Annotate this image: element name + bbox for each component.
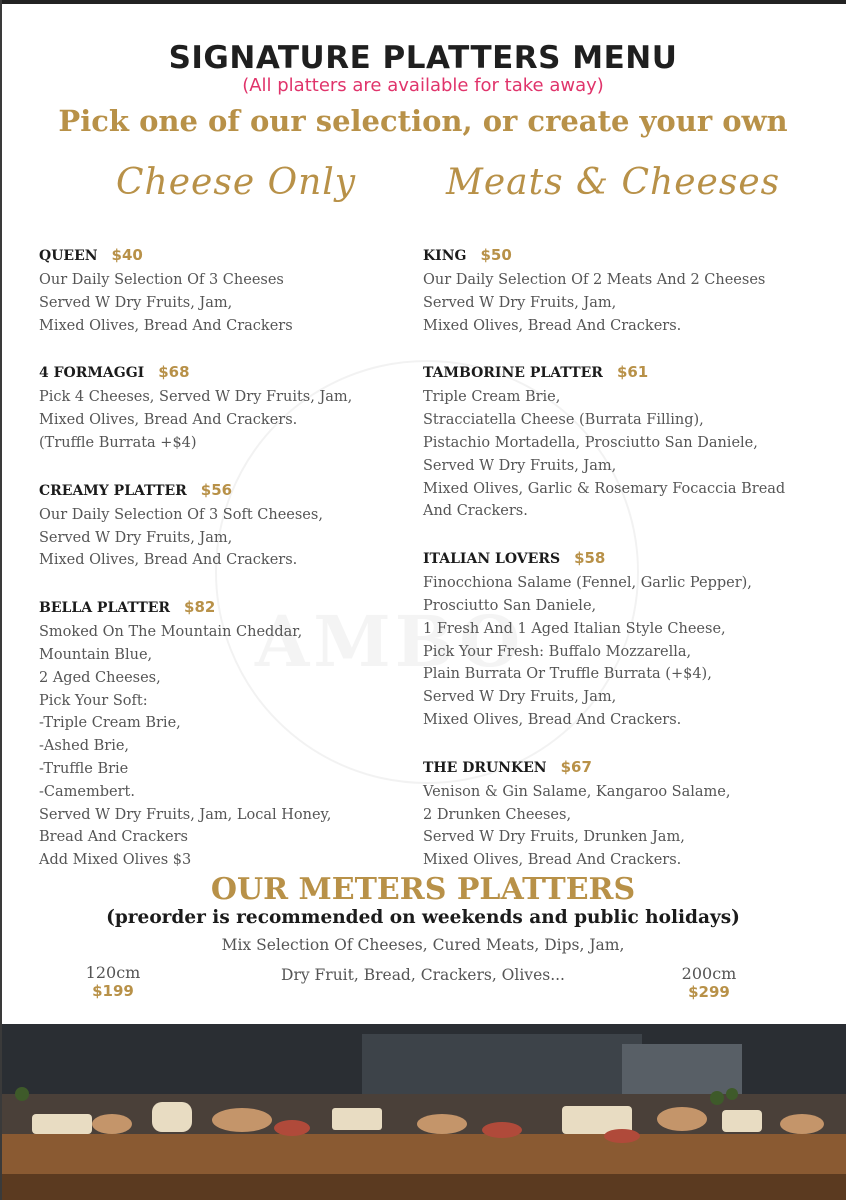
cheese-only-column: [39, 242, 429, 894]
menu-item-name: KING: [423, 248, 467, 264]
menu-item-description-line: Mixed Olives, Bread And Crackers: [39, 317, 293, 334]
menu-item-header: [423, 359, 813, 386]
menu-item-description-line: Triple Cream Brie,: [423, 389, 561, 406]
platter-photo: [2, 1024, 846, 1200]
menu-item-description-line: Prosciutto San Daniele,: [423, 597, 597, 614]
takeaway-note: (All platters are available for take away): [242, 75, 604, 96]
menu-item-name: BELLA PLATTER: [39, 600, 171, 617]
menu-item-description-line: Pick 4 Cheeses, Served W Dry Fruits, Jam,: [39, 389, 353, 406]
menu-item-description-line: Mixed Olives, Bread And Crackers.: [423, 317, 682, 334]
menu-item-description-line: Mountain Blue,: [39, 646, 153, 663]
section-heading-cheese-only: Cheese Only: [116, 162, 357, 203]
menu-item-description-line: Bread And Crackers: [39, 829, 188, 846]
menu-item: [39, 359, 429, 454]
menu-item-description-line: Our Daily Selection Of 3 Soft Cheeses,: [39, 506, 323, 523]
meter-price: $299: [688, 983, 730, 1001]
menu-item: [39, 477, 429, 572]
menu-item-description-line: Mixed Olives, Bread And Crackers.: [39, 552, 298, 569]
menu-item-price: $61: [616, 363, 649, 382]
tagline: Pick one of our selection, or create your own: [58, 104, 788, 138]
menu-item-description-line: Mixed Olives, Bread And Crackers.: [423, 711, 682, 728]
menu-item-description-line: 2 Drunken Cheeses,: [423, 806, 572, 823]
menu-item-description-line: Add Mixed Olives $3: [39, 852, 192, 869]
menu-item-description-line: Our Daily Selection Of 3 Cheeses: [39, 272, 284, 288]
menu-item-header: [39, 477, 429, 504]
menu-item-name: QUEEN: [39, 248, 98, 264]
meter-option-200: [674, 965, 744, 1001]
page-title: SIGNATURE PLATTERS MENU: [168, 40, 678, 76]
left-border: [0, 0, 2, 1200]
menu-item-description-line: Pick Your Fresh: Buffalo Mozzarella,: [423, 643, 692, 660]
menu-item-price: $40: [111, 246, 143, 264]
menu-item: [423, 545, 813, 732]
menu-item-header: [423, 754, 813, 781]
menu-item-header: [423, 545, 813, 572]
menu-item-description-line: -Camembert.: [39, 783, 135, 800]
menu-item-description-line: Venison & Gin Salame, Kangaroo Salame,: [423, 783, 731, 800]
menu-item: [423, 242, 813, 337]
menu-item: [423, 754, 813, 872]
menu-item-description-line: Served W Dry Fruits, Jam,: [423, 457, 617, 474]
menu-item-description-line: Mixed Olives, Bread And Crackers.: [39, 412, 298, 429]
menu-item-description-line: Served W Dry Fruits, Jam,: [423, 689, 617, 706]
menu-item-price: $50: [480, 246, 512, 264]
meters-title: OUR METERS PLATTERS: [210, 872, 636, 907]
menu-item-description-line: -Triple Cream Brie,: [39, 715, 181, 732]
menu-item-description-line: Served W Dry Fruits, Jam,: [39, 529, 233, 546]
menu-item-description-line: (Truffle Burrata +$4): [39, 434, 197, 451]
meter-length: 120cm: [85, 963, 141, 982]
menu-item-price: $67: [560, 757, 592, 776]
meter-option-120: [80, 964, 146, 1000]
meters-description-line: Mix Selection Of Cheeses, Cured Meats, Dips, Jam,: [221, 936, 625, 954]
menu-item-header: [39, 242, 429, 269]
menu-item-header: [39, 594, 429, 621]
menu-item-description-line: -Ashed Brie,: [39, 738, 130, 755]
menu-item-name: ITALIAN LOVERS: [423, 551, 561, 568]
menu-item-name: CREAMY PLATTER: [39, 482, 187, 499]
menu-item-description-line: Stracciatella Cheese (Burrata Filling),: [423, 412, 704, 429]
menu-item-description-line: Served W Dry Fruits, Jam,: [39, 294, 233, 311]
section-heading-meats-cheeses: Meats & Cheeses: [446, 162, 781, 203]
menu-item-description-line: Pistachio Mortadella, Prosciutto San Daniele,: [423, 434, 758, 451]
menu-item-description-line: Mixed Olives, Garlic & Rosemary Focaccia Bread: [423, 480, 786, 497]
menu-item-description-line: Smoked On The Mountain Cheddar,: [39, 624, 303, 641]
menu-item-description-line: -Truffle Brie: [39, 760, 129, 777]
menu-item: [39, 242, 429, 337]
menu-item-description-line: Our Daily Selection Of 2 Meats And 2 Cheeses: [423, 272, 766, 288]
menu-item-header: [423, 242, 813, 269]
menu-item-description-line: Served W Dry Fruits, Drunken Jam,: [423, 829, 685, 846]
menu-item-description-line: Plain Burrata Or Truffle Burrata (+$4),: [423, 666, 712, 683]
menu-item-name: TAMBORINE PLATTER: [423, 365, 603, 382]
preorder-note: (preorder is recommended on weekends and public holidays): [106, 907, 740, 928]
menu-item-price: $56: [200, 480, 233, 499]
menu-item-description-line: 1 Fresh And 1 Aged Italian Style Cheese,: [423, 620, 726, 637]
menu-item: [423, 359, 813, 523]
menu-item-description-line: Pick Your Soft:: [39, 692, 148, 709]
meters-description-line: Dry Fruit, Bread, Crackers, Olives...: [281, 966, 565, 984]
menu-item-description-line: Finocchiona Salame (Fennel, Garlic Pepper),: [423, 575, 752, 592]
menu-item-price: $82: [184, 598, 216, 617]
menu-item-name: THE DRUNKEN: [423, 759, 547, 776]
menu-item-description-line: And Crackers.: [423, 503, 528, 520]
menu-item-description-line: Served W Dry Fruits, Jam, Local Honey,: [39, 806, 332, 823]
menu-item-description-line: 2 Aged Cheeses,: [39, 669, 161, 686]
meats-cheeses-column: [423, 242, 813, 894]
menu-item-header: [39, 359, 429, 386]
meter-length: 200cm: [681, 964, 737, 983]
menu-item-description-line: Served W Dry Fruits, Jam,: [423, 294, 617, 311]
menu-item: [39, 594, 429, 872]
meter-price: $199: [92, 982, 134, 1000]
menu-item-description-line: Mixed Olives, Bread And Crackers.: [423, 852, 682, 869]
menu-item-price: $58: [574, 549, 606, 568]
menu-item-price: $68: [158, 363, 190, 382]
top-border: [0, 0, 846, 4]
menu-item-name: 4 FORMAGGI: [39, 365, 145, 382]
